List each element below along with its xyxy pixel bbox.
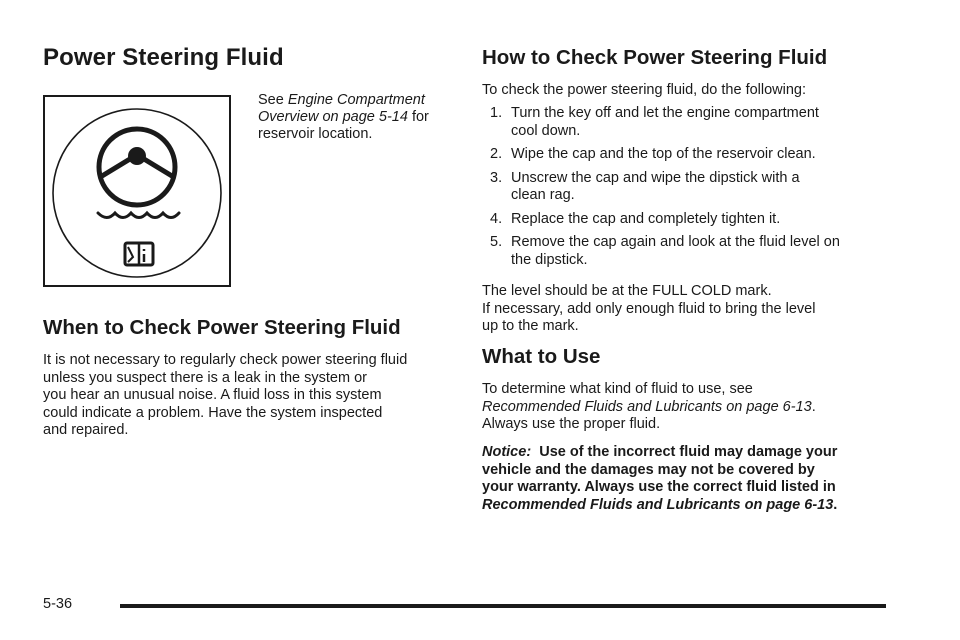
step-number: 1. <box>490 105 503 121</box>
level-line: up to the mark. <box>482 318 579 334</box>
notice-period: . <box>833 496 838 513</box>
step-text: cool down. <box>511 122 581 139</box>
when-line: you hear an unusual noise. A fluid loss in this system <box>43 387 382 403</box>
page-title: Power Steering Fluid <box>43 44 284 71</box>
step-text: Replace the cap and completely tighten it. <box>511 210 781 227</box>
when-line: could indicate a problem. Have the system inspected <box>43 404 383 421</box>
notice-block <box>482 444 902 514</box>
when-line: unless you suspect there is a leak in the system or <box>43 369 367 386</box>
ref-see: See <box>258 92 284 108</box>
list-item <box>482 170 902 205</box>
level-line: If necessary, add only enough fluid to bring the level <box>482 300 816 317</box>
use-line: Always use the proper fluid. <box>482 416 661 432</box>
step-number: 2. <box>490 146 503 162</box>
when-paragraph <box>43 352 407 440</box>
how-heading: How to Check Power Steering Fluid <box>482 46 828 69</box>
when-line: It is not necessary to regularly check power steering fluid <box>43 352 408 368</box>
step-text: Unscrew the cap and wipe the dipstick with a <box>511 169 800 186</box>
steps-list <box>482 105 902 275</box>
footer-rule <box>120 604 886 608</box>
list-item <box>482 146 902 164</box>
notice-text: your warranty. Always use the correct fluid listed in <box>482 479 836 495</box>
how-intro: To check the power steering fluid, do the following: <box>482 82 807 98</box>
reservoir-reference <box>258 92 458 143</box>
notice-recommended-fluids-link[interactable]: Recommended Fluids and Lubricants on page 6-13 <box>482 496 834 513</box>
power-steering-fluid-icon <box>45 97 229 285</box>
list-item <box>482 234 902 269</box>
notice-text: vehicle and the damages may not be covered by <box>482 461 815 478</box>
recommended-fluids-link[interactable]: Recommended Fluids and Lubricants on page 6-13 <box>482 398 812 415</box>
what-to-use-heading: What to Use <box>482 345 601 368</box>
when-heading: When to Check Power Steering Fluid <box>43 316 401 339</box>
level-paragraph <box>482 283 815 336</box>
ref-after: for <box>411 109 429 125</box>
ref-line3: reservoir location. <box>258 126 373 142</box>
step-text: Remove the cap again and look at the fluid level on <box>511 234 840 250</box>
step-number: 4. <box>490 210 503 227</box>
step-text: the dipstick. <box>511 251 588 268</box>
notice-text: Use of the incorrect fluid may damage your <box>539 444 838 460</box>
step-number: 5. <box>490 234 503 250</box>
use-line: To determine what kind of fluid to use, see <box>482 381 753 397</box>
use-period: . <box>811 398 816 415</box>
power-steering-fluid-icon-box <box>43 95 231 287</box>
list-item <box>482 211 902 229</box>
notice-label: Notice: <box>482 444 532 460</box>
step-text: Turn the key off and let the engine compartment <box>511 105 819 121</box>
level-line: The level should be at the FULL COLD mark. <box>482 283 772 299</box>
step-number: 3. <box>490 169 503 186</box>
list-item <box>482 105 902 140</box>
page-number: 5-36 <box>43 596 73 612</box>
step-text: clean rag. <box>511 187 575 203</box>
step-text: Wipe the cap and the top of the reservoir clean. <box>511 146 816 162</box>
engine-compartment-link[interactable]: Engine Compartment <box>287 92 425 108</box>
when-line: and repaired. <box>43 422 129 438</box>
engine-compartment-link-2[interactable]: Overview on page 5-14 <box>258 109 408 125</box>
what-to-use-paragraph <box>482 381 816 434</box>
owner-manual-icon <box>125 243 153 265</box>
